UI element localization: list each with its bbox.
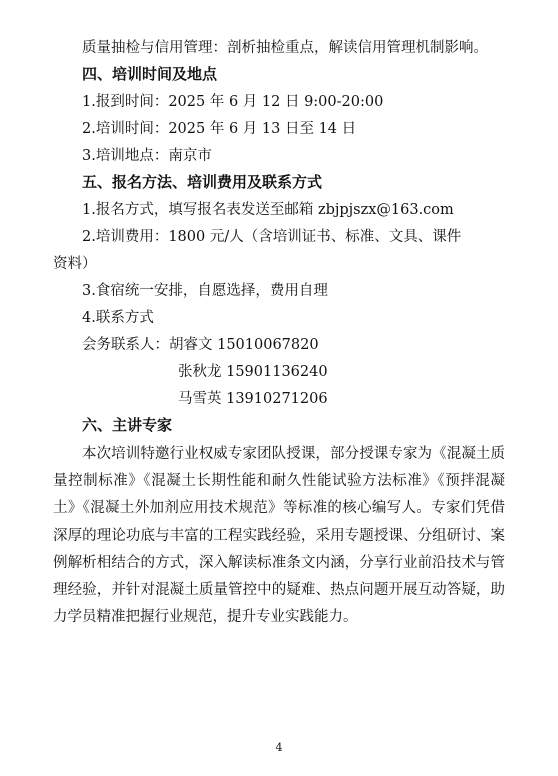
training-location: 3.培训地点：南京市: [82, 148, 212, 164]
quality-inspection-line: 质量抽检与信用管理：剖析抽检重点，解读信用管理机制影响。: [82, 40, 488, 56]
section-6-heading: 六、主讲专家: [82, 416, 173, 434]
section-5-heading: 五、报名方法、培训费用及联系方式: [82, 173, 323, 191]
contact-method-label: 4.联系方式: [82, 310, 154, 326]
experts-paragraph: 本次培训特邀行业权威专家团队授课，部分授课专家为《混凝土质量控制标准》《混凝土长期性能和耐久性能试验方法标准》《预拌混凝土》《混凝土外加剂应用技术规范》等标准的核心编写人。专家们凭借深厚的理论功底与丰富的工程实践经验，采用专题授课、分组研讨、案例解析相结合的方式，深入解读标准条文内涵，分享行业前沿技术与管理经验，并针对混凝土质量管控中的疑难、热点问题开展互动答疑，助力学员精准把握行业规范，提升专业实践能力。: [53, 446, 505, 626]
contact-person-2: 张秋龙 15901136240: [178, 364, 328, 380]
contact-person-1: 会务联系人：胡睿文 15010067820: [82, 337, 319, 353]
training-fee-line2: 资料）: [53, 256, 97, 272]
accommodation-note: 3.食宿统一安排，自愿选择，费用自理: [82, 283, 328, 299]
registration-time: 1.报到时间：2025 年 6 月 12 日 9:00-20:00: [82, 94, 384, 110]
page-number: 4: [275, 741, 283, 754]
training-fee-line1: 2.培训费用：1800 元/人（含培训证书、标准、文具、课件: [82, 229, 462, 245]
section-4-heading: 四、培训时间及地点: [82, 65, 218, 83]
registration-method: 1.报名方式，填写报名表发送至邮箱 zbjpjszx@163.com: [82, 202, 454, 218]
training-time: 2.培训时间：2025 年 6 月 13 日至 14 日: [82, 121, 357, 137]
contact-person-3: 马雪英 13910271206: [178, 391, 328, 407]
